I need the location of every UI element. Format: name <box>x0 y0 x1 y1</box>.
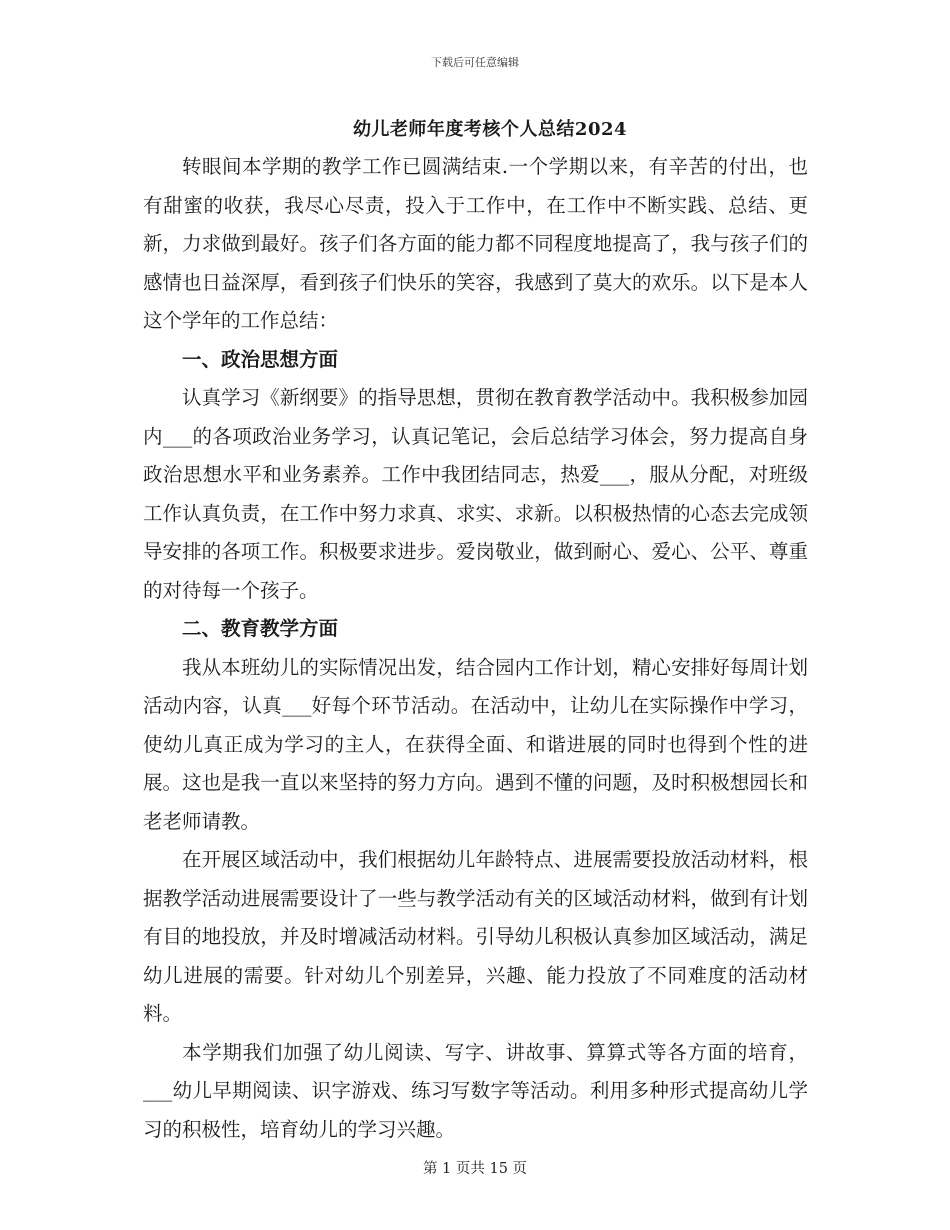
header-note: 下载后可任意编辑 <box>431 56 519 69</box>
intro-paragraph: 转眼间本学期的教学工作已圆满结束.一个学期以来，有辛苦的付出，也有甜蜜的收获，我尽心尽责，投入于工作中，在工作中不断实践、总结、更新，力求做到最好。孩子们各方面的能力都不同程度地提高了，我与孩子们的感情也日益深厚，看到孩子们快乐的笑容，我感到了莫大的欢乐。以下是本人这个学年的工作总结： <box>143 155 808 332</box>
section-heading-teaching: 二、教育教学方面 <box>182 617 339 640</box>
teaching-paragraph-3: 本学期我们加强了幼儿阅读、写字、讲故事、算算式等各方面的培育，___幼儿早期阅读、识字游戏、练习写数字等活动。利用多种形式提高幼儿学习的积极性，培育幼儿的学习兴趣。 <box>143 1040 808 1141</box>
document-title: 幼儿老师年度考核个人总结2024 <box>352 119 628 140</box>
page-number: 第 1 页共 15 页 <box>422 1161 528 1177</box>
teaching-paragraph-1: 我从本班幼儿的实际情况出发，结合园内工作计划，精心安排好每周计划活动内容，认真___好每个环节活动。在活动中，让幼儿在实际操作中学习，使幼儿真正成为学习的主人，在获得全面、和谐进展的同时也得到个性的进展。这也是我一直以来坚持的努力方向。遇到不懂的问题，及时积极想园长和老老师请教。 <box>143 655 808 833</box>
teaching-paragraph-2: 在开展区域活动中，我们根据幼儿年龄特点、进展需要投放活动材料，根据教学活动进展需要设计了一些与教学活动有关的区域活动材料，做到有计划有目的地投放，并及时增减活动材料。引导幼儿积极认真参加区域活动，满足幼儿进展的需要。针对幼儿个别差异，兴趣、能力投放了不同难度的活动材料。 <box>143 848 808 1025</box>
politics-paragraph: 认真学习《新纲要》的指导思想，贯彻在教育教学活动中。我积极参加园内___的各项政治业务学习，认真记笔记，会后总结学习体会，努力提高自身政治思想水平和业务素养。工作中我团结同志，热爱___，服从分配，对班级工作认真负责，在工作中努力求真、求实、求新。以积极热情的心态去完成领导安排的各项工作。积极要求进步。爱岗敬业，做到耐心、爱心、公平、尊重的对待每一个孩子。 <box>143 386 808 602</box>
document-body <box>143 148 808 1149</box>
section-heading-politics: 一、政治思想方面 <box>182 347 339 371</box>
